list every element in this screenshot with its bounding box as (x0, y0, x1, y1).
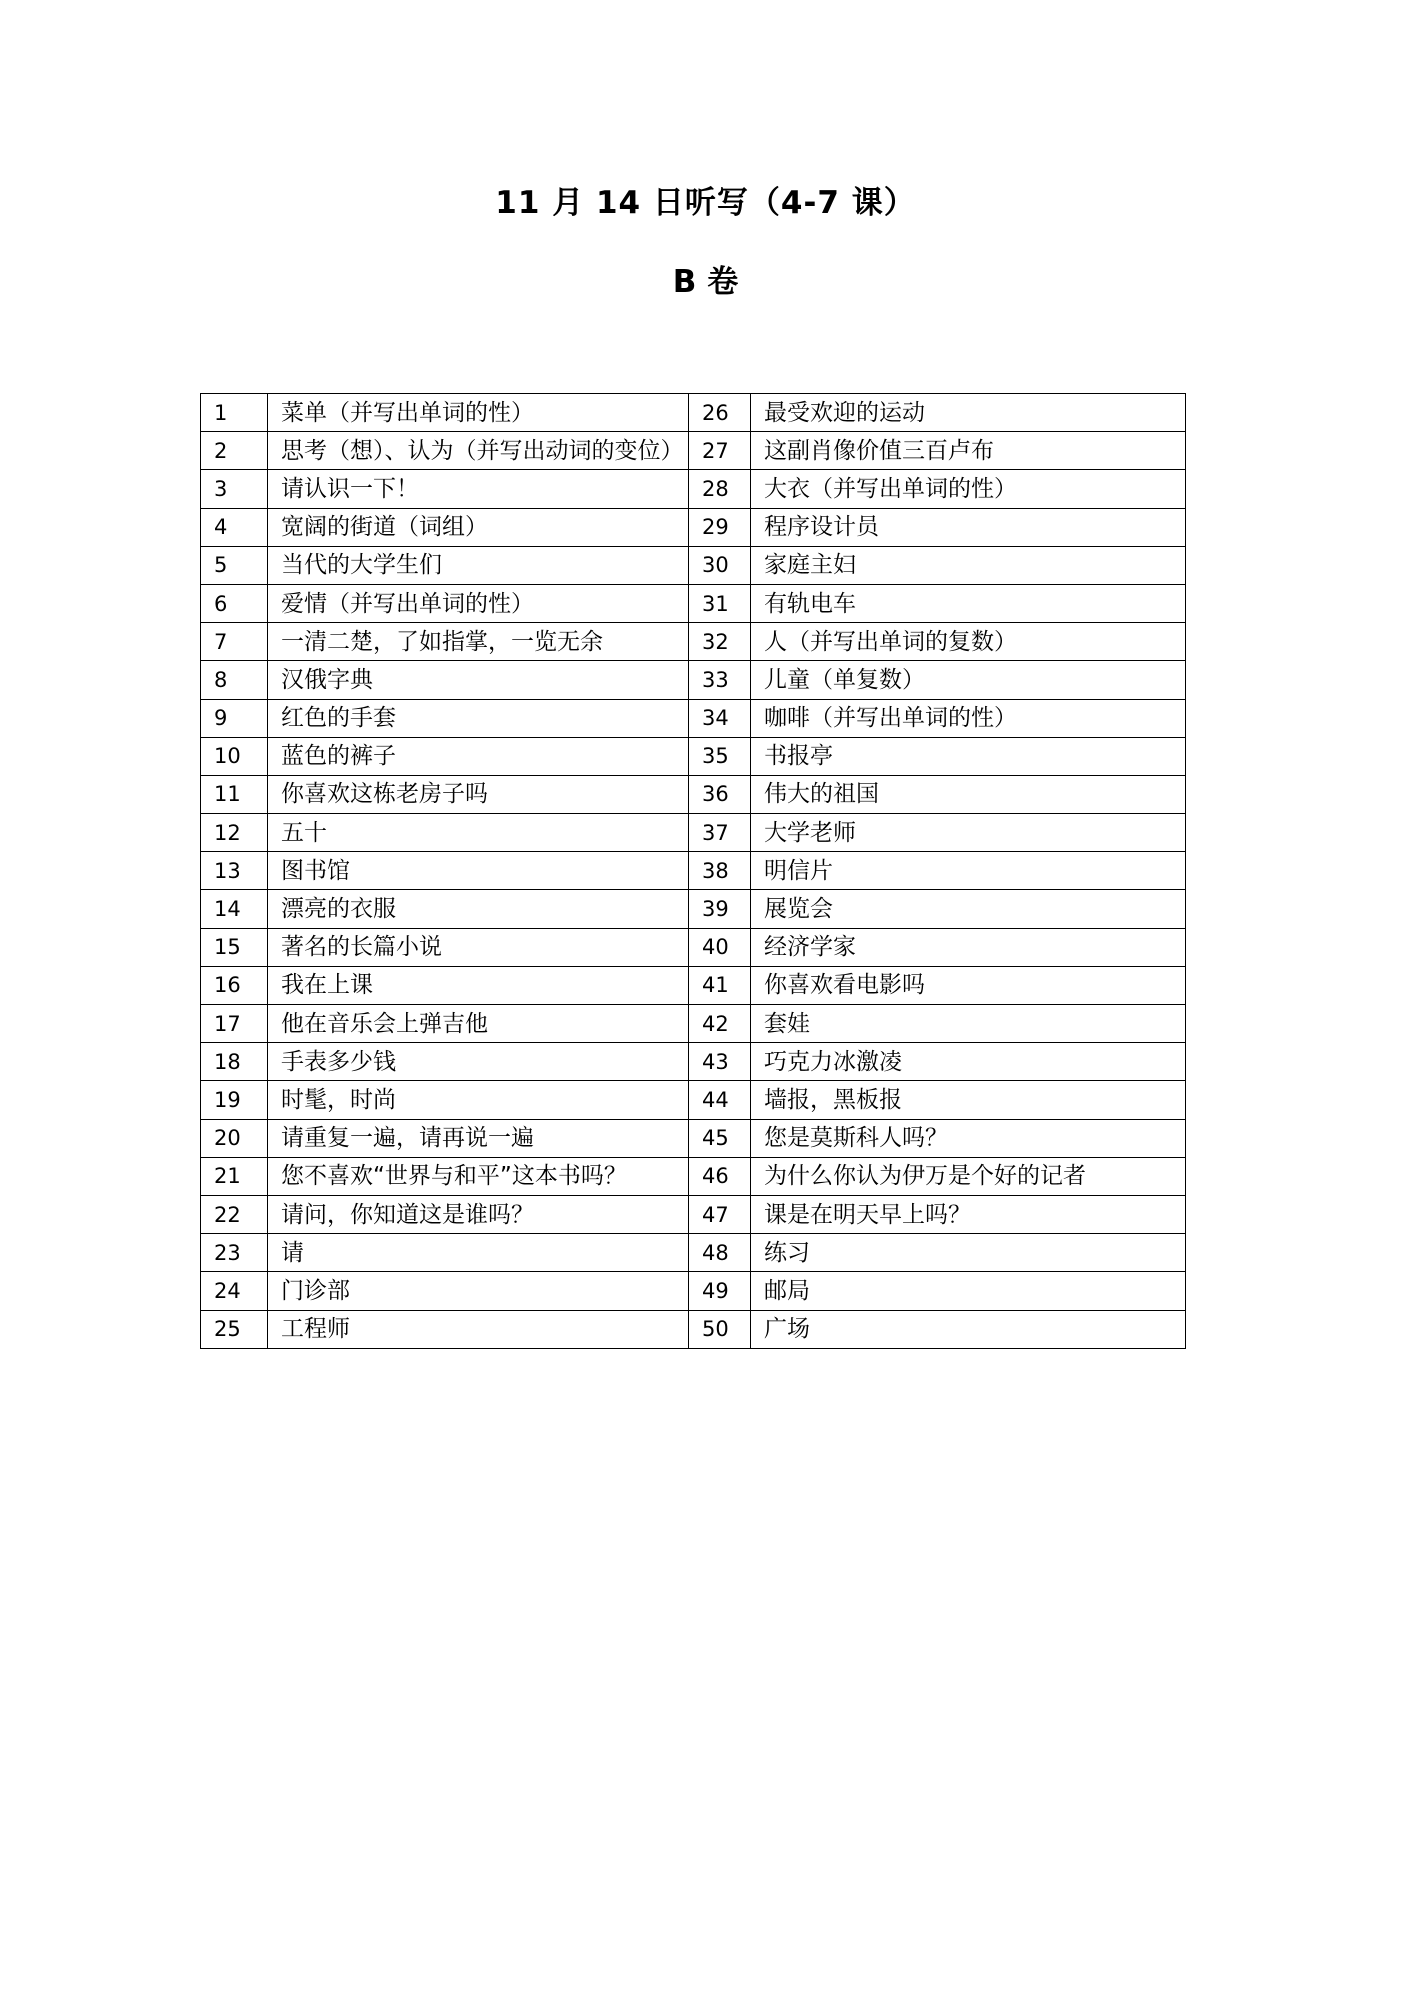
table-row (201, 1081, 1186, 1119)
item-number: 13 (201, 852, 268, 890)
item-number: 43 (689, 1043, 751, 1081)
item-number: 5 (201, 546, 268, 584)
item-text: 他在音乐会上弹吉他 (268, 1005, 689, 1043)
table-row (201, 394, 1186, 432)
table-row (201, 1043, 1186, 1081)
item-text: 门诊部 (268, 1272, 689, 1310)
dictation-table (200, 393, 1186, 1349)
item-number: 30 (689, 546, 751, 584)
table-row (201, 890, 1186, 928)
item-number: 12 (201, 814, 268, 852)
table-row (201, 1005, 1186, 1043)
item-text: 您是莫斯科人吗？ (751, 1119, 1186, 1157)
item-number: 42 (689, 1005, 751, 1043)
item-text: 请 (268, 1234, 689, 1272)
item-text: 巧克力冰激凌 (751, 1043, 1186, 1081)
item-number: 2 (201, 432, 268, 470)
item-text: 你喜欢这栋老房子吗 (268, 775, 689, 813)
table-row (201, 432, 1186, 470)
item-text: 手表多少钱 (268, 1043, 689, 1081)
item-text: 课是在明天早上吗？ (751, 1195, 1186, 1233)
item-text: 当代的大学生们 (268, 546, 689, 584)
item-number: 15 (201, 928, 268, 966)
table-row (201, 1119, 1186, 1157)
item-text: 菜单（并写出单词的性） (268, 394, 689, 432)
item-text: 经济学家 (751, 928, 1186, 966)
item-number: 41 (689, 966, 751, 1004)
item-number: 46 (689, 1157, 751, 1195)
item-text: 你喜欢看电影吗 (751, 966, 1186, 1004)
item-number: 16 (201, 966, 268, 1004)
item-number: 21 (201, 1157, 268, 1195)
item-text: 一清二楚，了如指掌，一览无余 (268, 623, 689, 661)
item-number: 33 (689, 661, 751, 699)
item-number: 44 (689, 1081, 751, 1119)
item-number: 48 (689, 1234, 751, 1272)
table-row (201, 508, 1186, 546)
item-text: 程序设计员 (751, 508, 1186, 546)
item-number: 49 (689, 1272, 751, 1310)
item-number: 14 (201, 890, 268, 928)
item-number: 11 (201, 775, 268, 813)
item-text: 请认识一下！ (268, 470, 689, 508)
item-text: 伟大的祖国 (751, 775, 1186, 813)
item-text: 请重复一遍，请再说一遍 (268, 1119, 689, 1157)
item-number: 40 (689, 928, 751, 966)
item-number: 17 (201, 1005, 268, 1043)
item-number: 28 (689, 470, 751, 508)
table-row (201, 814, 1186, 852)
item-number: 22 (201, 1195, 268, 1233)
table-row (201, 1157, 1186, 1195)
table-row (201, 852, 1186, 890)
table-row (201, 1234, 1186, 1272)
item-text: 著名的长篇小说 (268, 928, 689, 966)
table-row (201, 584, 1186, 622)
item-number: 31 (689, 584, 751, 622)
item-number: 38 (689, 852, 751, 890)
item-number: 20 (201, 1119, 268, 1157)
table-row (201, 1310, 1186, 1348)
page-subtitle: B 卷 (672, 264, 739, 300)
item-text: 练习 (751, 1234, 1186, 1272)
item-number: 45 (689, 1119, 751, 1157)
table-row (201, 737, 1186, 775)
table-row (201, 623, 1186, 661)
item-text: 为什么你认为伊万是个好的记者 (751, 1157, 1186, 1195)
item-number: 24 (201, 1272, 268, 1310)
item-number: 18 (201, 1043, 268, 1081)
item-number: 39 (689, 890, 751, 928)
item-number: 35 (689, 737, 751, 775)
table-row (201, 1195, 1186, 1233)
item-text: 大衣（并写出单词的性） (751, 470, 1186, 508)
item-text: 咖啡（并写出单词的性） (751, 699, 1186, 737)
item-text: 广场 (751, 1310, 1186, 1348)
item-text: 蓝色的裤子 (268, 737, 689, 775)
item-text: 思考（想）、认为（并写出动词的变位） (268, 432, 689, 470)
item-number: 19 (201, 1081, 268, 1119)
dictation-table-body (201, 394, 1186, 1349)
item-text: 我在上课 (268, 966, 689, 1004)
item-text: 时髦，时尚 (268, 1081, 689, 1119)
item-text: 书报亭 (751, 737, 1186, 775)
item-text: 汉俄字典 (268, 661, 689, 699)
item-text: 宽阔的街道（词组） (268, 508, 689, 546)
item-number: 3 (201, 470, 268, 508)
table-row (201, 699, 1186, 737)
table-row (201, 1272, 1186, 1310)
item-number: 6 (201, 584, 268, 622)
item-text: 邮局 (751, 1272, 1186, 1310)
item-number: 50 (689, 1310, 751, 1348)
item-text: 最受欢迎的运动 (751, 394, 1186, 432)
item-number: 10 (201, 737, 268, 775)
item-number: 1 (201, 394, 268, 432)
table-row (201, 928, 1186, 966)
page-title: 11 月 14 日听写（4-7 课） (495, 185, 916, 221)
item-text: 有轨电车 (751, 584, 1186, 622)
item-text: 墙报，黑板报 (751, 1081, 1186, 1119)
item-text: 您不喜欢“世界与和平”这本书吗？ (268, 1157, 689, 1195)
item-number: 25 (201, 1310, 268, 1348)
item-number: 32 (689, 623, 751, 661)
table-row (201, 775, 1186, 813)
item-number: 9 (201, 699, 268, 737)
item-text: 套娃 (751, 1005, 1186, 1043)
table-row (201, 470, 1186, 508)
item-number: 37 (689, 814, 751, 852)
item-number: 7 (201, 623, 268, 661)
item-text: 请问，你知道这是谁吗？ (268, 1195, 689, 1233)
item-number: 36 (689, 775, 751, 813)
table-row (201, 546, 1186, 584)
table-row (201, 661, 1186, 699)
item-text: 五十 (268, 814, 689, 852)
item-text: 家庭主妇 (751, 546, 1186, 584)
item-number: 47 (689, 1195, 751, 1233)
table-row (201, 966, 1186, 1004)
item-text: 工程师 (268, 1310, 689, 1348)
item-number: 8 (201, 661, 268, 699)
item-text: 人（并写出单词的复数） (751, 623, 1186, 661)
item-number: 23 (201, 1234, 268, 1272)
item-text: 展览会 (751, 890, 1186, 928)
item-text: 明信片 (751, 852, 1186, 890)
item-number: 4 (201, 508, 268, 546)
item-text: 漂亮的衣服 (268, 890, 689, 928)
item-text: 大学老师 (751, 814, 1186, 852)
item-text: 爱情（并写出单词的性） (268, 584, 689, 622)
item-number: 34 (689, 699, 751, 737)
item-number: 27 (689, 432, 751, 470)
item-text: 这副肖像价值三百卢布 (751, 432, 1186, 470)
item-text: 儿童（单复数） (751, 661, 1186, 699)
item-number: 29 (689, 508, 751, 546)
item-text: 红色的手套 (268, 699, 689, 737)
item-number: 26 (689, 394, 751, 432)
item-text: 图书馆 (268, 852, 689, 890)
